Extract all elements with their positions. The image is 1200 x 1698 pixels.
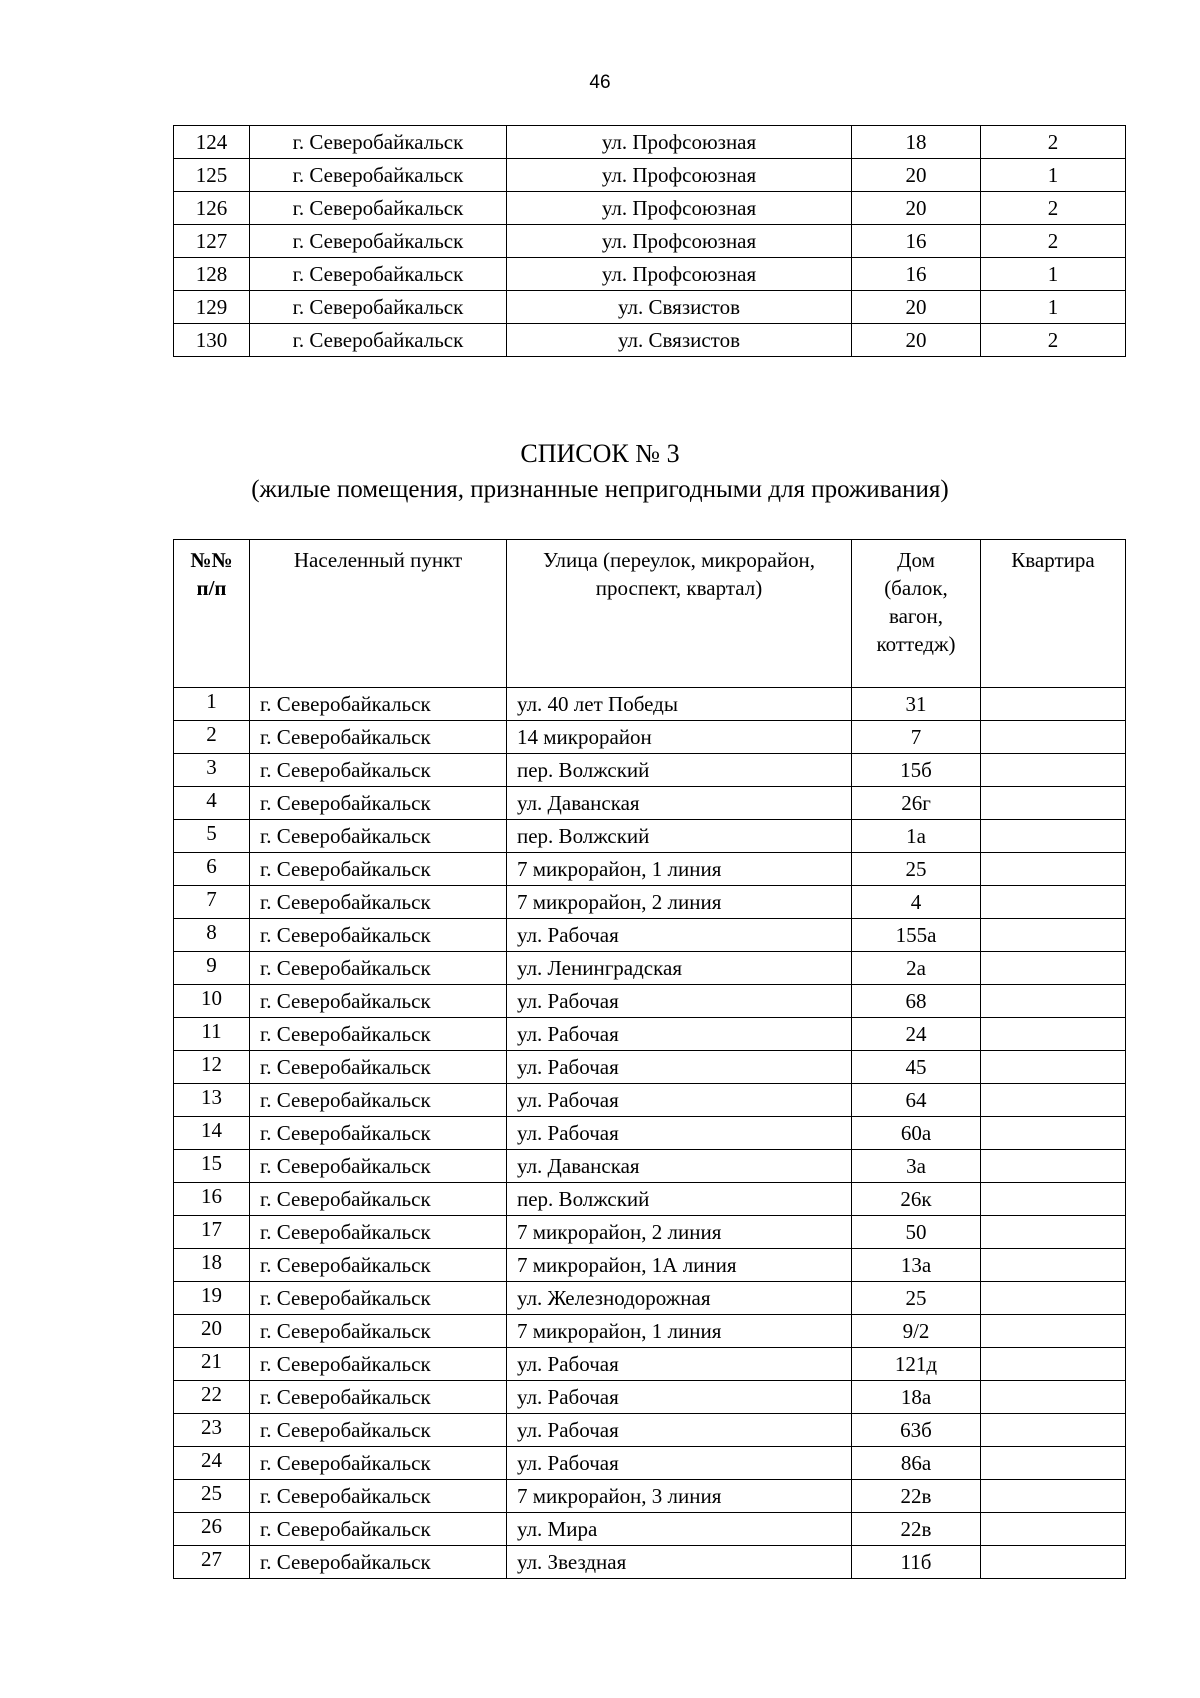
cell-number: 25 bbox=[174, 1480, 250, 1513]
header-apartment: Квартира bbox=[981, 540, 1126, 688]
cell-street: ул. Профсоюзная bbox=[507, 126, 852, 159]
table-row bbox=[174, 688, 1126, 721]
cell-apartment bbox=[981, 919, 1126, 952]
table-row bbox=[174, 1282, 1126, 1315]
table-row bbox=[174, 126, 1126, 159]
cell-house: 64 bbox=[852, 1084, 981, 1117]
cell-settlement: г. Северобайкальск bbox=[250, 1480, 507, 1513]
table-row bbox=[174, 258, 1126, 291]
table-row bbox=[174, 853, 1126, 886]
cell-settlement: г. Северобайкальск bbox=[250, 1183, 507, 1216]
cell-settlement: г. Северобайкальск bbox=[250, 1315, 507, 1348]
cell-apartment bbox=[981, 1150, 1126, 1183]
cell-number: 23 bbox=[174, 1414, 250, 1447]
cell-house: 22в bbox=[852, 1480, 981, 1513]
cell-street: ул. Связистов bbox=[507, 324, 852, 357]
table-row bbox=[174, 225, 1126, 258]
cell-number: 4 bbox=[174, 787, 250, 820]
table-row bbox=[174, 1117, 1126, 1150]
cell-house: 45 bbox=[852, 1051, 981, 1084]
cell-house: 86а bbox=[852, 1447, 981, 1480]
cell-apartment bbox=[981, 754, 1126, 787]
cell-apartment: 1 bbox=[981, 159, 1126, 192]
cell-apartment bbox=[981, 820, 1126, 853]
cell-street: пер. Волжский bbox=[507, 1183, 852, 1216]
cell-number: 7 bbox=[174, 886, 250, 919]
table-row bbox=[174, 820, 1126, 853]
cell-house: 16 bbox=[852, 225, 981, 258]
table-row bbox=[174, 1150, 1126, 1183]
table-row bbox=[174, 787, 1126, 820]
cell-house: 31 bbox=[852, 688, 981, 721]
table-row bbox=[174, 1348, 1126, 1381]
cell-house: 13а bbox=[852, 1249, 981, 1282]
cell-settlement: г. Северобайкальск bbox=[250, 1447, 507, 1480]
cell-number: 1 bbox=[174, 688, 250, 721]
cell-number: 8 bbox=[174, 919, 250, 952]
cell-house: 18 bbox=[852, 126, 981, 159]
cell-street: 7 микрорайон, 1 линия bbox=[507, 853, 852, 886]
cell-apartment bbox=[981, 1414, 1126, 1447]
cell-house: 155а bbox=[852, 919, 981, 952]
cell-apartment bbox=[981, 1447, 1126, 1480]
cell-apartment: 2 bbox=[981, 126, 1126, 159]
cell-apartment: 1 bbox=[981, 258, 1126, 291]
cell-number: 20 bbox=[174, 1315, 250, 1348]
table-row bbox=[174, 952, 1126, 985]
cell-apartment bbox=[981, 853, 1126, 886]
cell-settlement: г. Северобайкальск bbox=[250, 1249, 507, 1282]
cell-settlement: г. Северобайкальск bbox=[250, 126, 507, 159]
cell-street: ул. 40 лет Победы bbox=[507, 688, 852, 721]
cell-settlement: г. Северобайкальск bbox=[250, 985, 507, 1018]
cell-settlement: г. Северобайкальск bbox=[250, 1348, 507, 1381]
cell-house: 1а bbox=[852, 820, 981, 853]
cell-settlement: г. Северобайкальск bbox=[250, 1018, 507, 1051]
cell-house: 26г bbox=[852, 787, 981, 820]
cell-settlement: г. Северобайкальск bbox=[250, 1546, 507, 1579]
cell-settlement: г. Северобайкальск bbox=[250, 952, 507, 985]
cell-street: 7 микрорайон, 2 линия bbox=[507, 886, 852, 919]
cell-street: ул. Рабочая bbox=[507, 1117, 852, 1150]
cell-number: 17 bbox=[174, 1216, 250, 1249]
table-row bbox=[174, 1513, 1126, 1546]
cell-number: 124 bbox=[174, 126, 250, 159]
cell-street: 7 микрорайон, 1 линия bbox=[507, 1315, 852, 1348]
table-row bbox=[174, 721, 1126, 754]
cell-street: ул. Рабочая bbox=[507, 1381, 852, 1414]
cell-street: ул. Профсоюзная bbox=[507, 192, 852, 225]
cell-street: ул. Рабочая bbox=[507, 919, 852, 952]
cell-apartment bbox=[981, 688, 1126, 721]
cell-number: 19 bbox=[174, 1282, 250, 1315]
cell-apartment bbox=[981, 1183, 1126, 1216]
cell-settlement: г. Северобайкальск bbox=[250, 1513, 507, 1546]
table-row bbox=[174, 1447, 1126, 1480]
cell-settlement: г. Северобайкальск bbox=[250, 159, 507, 192]
cell-settlement: г. Северобайкальск bbox=[250, 1084, 507, 1117]
cell-settlement: г. Северобайкальск bbox=[250, 1414, 507, 1447]
cell-house: 20 bbox=[852, 324, 981, 357]
cell-street: 7 микрорайон, 3 линия bbox=[507, 1480, 852, 1513]
cell-house: 20 bbox=[852, 291, 981, 324]
cell-street: ул. Рабочая bbox=[507, 1051, 852, 1084]
cell-number: 9 bbox=[174, 952, 250, 985]
table-row bbox=[174, 1381, 1126, 1414]
cell-settlement: г. Северобайкальск bbox=[250, 721, 507, 754]
list-title: СПИСОК № 3 bbox=[520, 439, 680, 468]
cell-street: ул. Рабочая bbox=[507, 1018, 852, 1051]
cell-number: 27 bbox=[174, 1546, 250, 1579]
cell-apartment: 2 bbox=[981, 192, 1126, 225]
table-row bbox=[174, 754, 1126, 787]
cell-house: 9/2 bbox=[852, 1315, 981, 1348]
header-number-line2: п/п bbox=[196, 576, 227, 600]
cell-settlement: г. Северобайкальск bbox=[250, 820, 507, 853]
cell-house: 18а bbox=[852, 1381, 981, 1414]
cell-apartment bbox=[981, 1216, 1126, 1249]
cell-apartment bbox=[981, 721, 1126, 754]
cell-house: 25 bbox=[852, 853, 981, 886]
cell-apartment bbox=[981, 1084, 1126, 1117]
cell-apartment: 2 bbox=[981, 225, 1126, 258]
cell-number: 12 bbox=[174, 1051, 250, 1084]
cell-street: ул. Рабочая bbox=[507, 985, 852, 1018]
cell-number: 11 bbox=[174, 1018, 250, 1051]
cell-house: 11б bbox=[852, 1546, 981, 1579]
cell-apartment bbox=[981, 1282, 1126, 1315]
header-number bbox=[174, 540, 250, 688]
cell-street: ул. Профсоюзная bbox=[507, 258, 852, 291]
table-row bbox=[174, 291, 1126, 324]
table-row bbox=[174, 1183, 1126, 1216]
cell-house: 24 bbox=[852, 1018, 981, 1051]
cell-apartment bbox=[981, 1348, 1126, 1381]
cell-settlement: г. Северобайкальск bbox=[250, 919, 507, 952]
cell-settlement: г. Северобайкальск bbox=[250, 853, 507, 886]
cell-settlement: г. Северобайкальск bbox=[250, 225, 507, 258]
cell-house: 4 bbox=[852, 886, 981, 919]
cell-settlement: г. Северобайкальск bbox=[250, 754, 507, 787]
cell-house: 15б bbox=[852, 754, 981, 787]
cell-apartment bbox=[981, 1480, 1126, 1513]
cell-house: 3а bbox=[852, 1150, 981, 1183]
table-row bbox=[174, 1315, 1126, 1348]
cell-apartment bbox=[981, 886, 1126, 919]
cell-number: 24 bbox=[174, 1447, 250, 1480]
cell-settlement: г. Северобайкальск bbox=[250, 1381, 507, 1414]
cell-settlement: г. Северобайкальск bbox=[250, 1051, 507, 1084]
cell-apartment bbox=[981, 1381, 1126, 1414]
cell-house: 16 bbox=[852, 258, 981, 291]
cell-number: 126 bbox=[174, 192, 250, 225]
cell-number: 2 bbox=[174, 721, 250, 754]
table-row bbox=[174, 1414, 1126, 1447]
cell-street: ул. Ленинградская bbox=[507, 952, 852, 985]
cell-street: ул. Мира bbox=[507, 1513, 852, 1546]
cell-number: 18 bbox=[174, 1249, 250, 1282]
cell-settlement: г. Северобайкальск bbox=[250, 1117, 507, 1150]
cell-street: ул. Связистов bbox=[507, 291, 852, 324]
table-row bbox=[174, 1249, 1126, 1282]
cell-street: ул. Рабочая bbox=[507, 1348, 852, 1381]
cell-street: ул. Железнодорожная bbox=[507, 1282, 852, 1315]
cell-street: пер. Волжский bbox=[507, 820, 852, 853]
header-street: Улица (переулок, микрорайон, проспект, квартал) bbox=[507, 540, 852, 688]
cell-apartment bbox=[981, 1051, 1126, 1084]
table-row bbox=[174, 1018, 1126, 1051]
header-settlement: Населенный пункт bbox=[250, 540, 507, 688]
cell-number: 21 bbox=[174, 1348, 250, 1381]
table-row bbox=[174, 919, 1126, 952]
cell-house: 7 bbox=[852, 721, 981, 754]
cell-house: 63б bbox=[852, 1414, 981, 1447]
cell-number: 15 bbox=[174, 1150, 250, 1183]
cell-apartment bbox=[981, 952, 1126, 985]
cell-number: 16 bbox=[174, 1183, 250, 1216]
header-house: Дом (балок, вагон, коттедж) bbox=[852, 540, 981, 688]
cell-house: 50 bbox=[852, 1216, 981, 1249]
cell-house: 26к bbox=[852, 1183, 981, 1216]
cell-apartment bbox=[981, 1546, 1126, 1579]
cell-street: 7 микрорайон, 2 линия bbox=[507, 1216, 852, 1249]
table-row bbox=[174, 1084, 1126, 1117]
cell-house: 25 bbox=[852, 1282, 981, 1315]
cell-house: 2а bbox=[852, 952, 981, 985]
cell-house: 20 bbox=[852, 159, 981, 192]
cell-house: 68 bbox=[852, 985, 981, 1018]
cell-apartment bbox=[981, 1513, 1126, 1546]
table-row bbox=[174, 985, 1126, 1018]
cell-number: 125 bbox=[174, 159, 250, 192]
cell-number: 6 bbox=[174, 853, 250, 886]
cell-house: 22в bbox=[852, 1513, 981, 1546]
table-row bbox=[174, 159, 1126, 192]
cell-settlement: г. Северобайкальск bbox=[250, 192, 507, 225]
cell-apartment: 1 bbox=[981, 291, 1126, 324]
cell-number: 26 bbox=[174, 1513, 250, 1546]
housing-table bbox=[173, 539, 1126, 1579]
cell-settlement: г. Северобайкальск bbox=[250, 787, 507, 820]
cell-settlement: г. Северобайкальск bbox=[250, 886, 507, 919]
table-row bbox=[174, 1480, 1126, 1513]
cell-street: 7 микрорайон, 1А линия bbox=[507, 1249, 852, 1282]
cell-street: пер. Волжский bbox=[507, 754, 852, 787]
cell-street: ул. Звездная bbox=[507, 1546, 852, 1579]
list-subtitle: (жилые помещения, признанные непригодными для проживания) bbox=[251, 476, 949, 503]
cell-settlement: г. Северобайкальск bbox=[250, 1216, 507, 1249]
cell-street: ул. Рабочая bbox=[507, 1084, 852, 1117]
cell-number: 130 bbox=[174, 324, 250, 357]
cell-number: 5 bbox=[174, 820, 250, 853]
table-row bbox=[174, 1216, 1126, 1249]
cell-street: ул. Даванская bbox=[507, 1150, 852, 1183]
cell-apartment bbox=[981, 787, 1126, 820]
cell-street: ул. Профсоюзная bbox=[507, 159, 852, 192]
cell-house: 60а bbox=[852, 1117, 981, 1150]
table-row bbox=[174, 1051, 1126, 1084]
page-number: 46 bbox=[589, 72, 611, 93]
table-row bbox=[174, 324, 1126, 357]
cell-number: 129 bbox=[174, 291, 250, 324]
cell-number: 127 bbox=[174, 225, 250, 258]
cell-street: ул. Профсоюзная bbox=[507, 225, 852, 258]
cell-street: 14 микрорайон bbox=[507, 721, 852, 754]
cell-house: 121д bbox=[852, 1348, 981, 1381]
cell-number: 128 bbox=[174, 258, 250, 291]
cell-apartment bbox=[981, 985, 1126, 1018]
header-number-line1: №№ bbox=[190, 548, 233, 572]
cell-settlement: г. Северобайкальск bbox=[250, 324, 507, 357]
cell-street: ул. Даванская bbox=[507, 787, 852, 820]
cell-number: 14 bbox=[174, 1117, 250, 1150]
cell-apartment bbox=[981, 1018, 1126, 1051]
table-row bbox=[174, 192, 1126, 225]
table-row bbox=[174, 886, 1126, 919]
cell-settlement: г. Северобайкальск bbox=[250, 688, 507, 721]
table-row bbox=[174, 1546, 1126, 1579]
cell-settlement: г. Северобайкальск bbox=[250, 1150, 507, 1183]
cell-apartment bbox=[981, 1315, 1126, 1348]
cell-number: 3 bbox=[174, 754, 250, 787]
cell-number: 10 bbox=[174, 985, 250, 1018]
cell-street: ул. Рабочая bbox=[507, 1447, 852, 1480]
cell-number: 13 bbox=[174, 1084, 250, 1117]
cell-house: 20 bbox=[852, 192, 981, 225]
cell-settlement: г. Северобайкальск bbox=[250, 1282, 507, 1315]
table-header-row bbox=[174, 540, 1126, 688]
cell-settlement: г. Северобайкальск bbox=[250, 291, 507, 324]
cell-apartment: 2 bbox=[981, 324, 1126, 357]
cell-street: ул. Рабочая bbox=[507, 1414, 852, 1447]
cell-apartment bbox=[981, 1117, 1126, 1150]
cell-settlement: г. Северобайкальск bbox=[250, 258, 507, 291]
cell-number: 22 bbox=[174, 1381, 250, 1414]
cell-apartment bbox=[981, 1249, 1126, 1282]
continuation-table bbox=[173, 125, 1126, 357]
